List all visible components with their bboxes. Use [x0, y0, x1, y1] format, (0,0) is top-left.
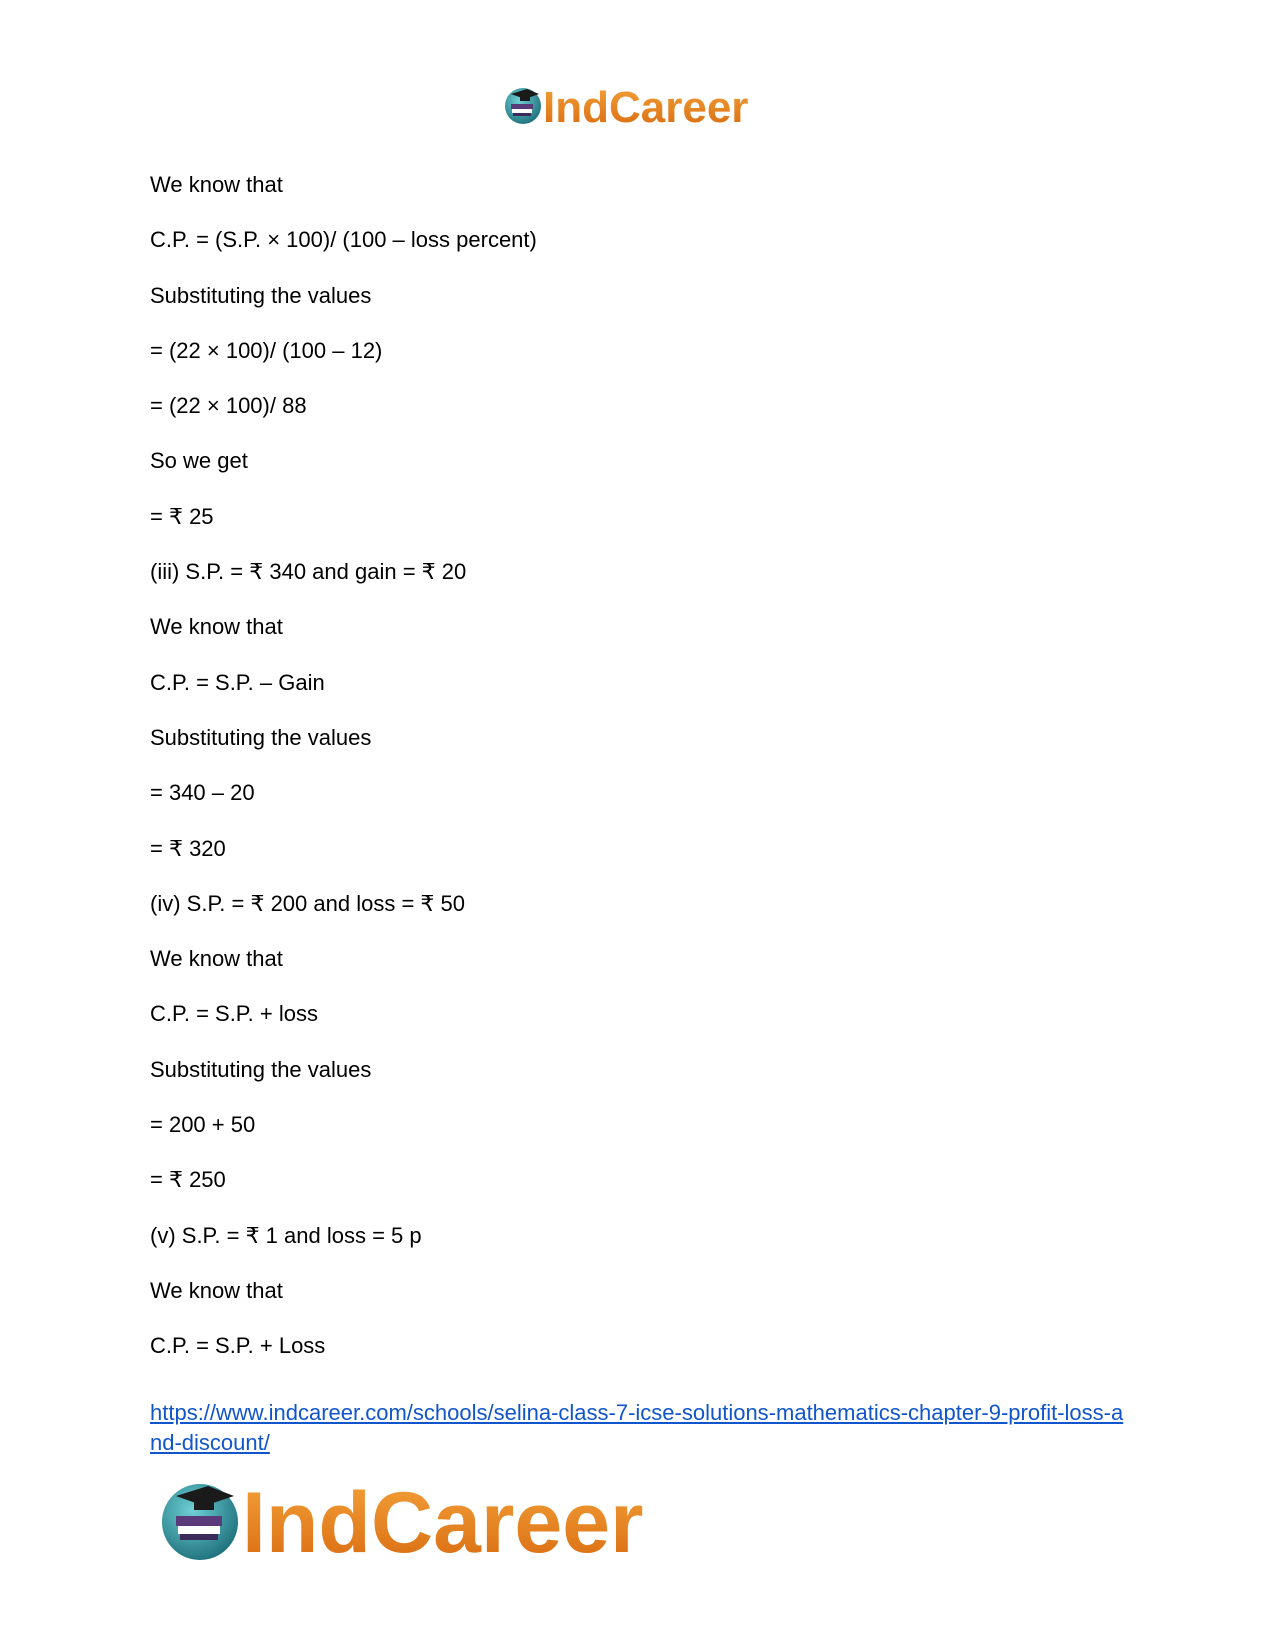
content-line: We know that	[150, 614, 283, 640]
content-line: = 200 + 50	[150, 1112, 256, 1138]
content-line: = ₹ 250	[150, 1167, 226, 1193]
content-line: (iv) S.P. = ₹ 200 and loss = ₹ 50	[150, 890, 465, 916]
content-line: = 340 – 20	[150, 780, 255, 806]
content-line: (v) S.P. = ₹ 1 and loss = 5 p	[150, 1222, 422, 1248]
svg-text:IndCareer: IndCareer	[242, 1475, 644, 1566]
source-link[interactable]: https://www.indcareer.com/schools/selina-class-7-icse-solutions-mathematics-chapter-9-profit-loss-and-discount/	[150, 1400, 1124, 1455]
indcareer-logo-icon	[160, 1470, 700, 1566]
content-line: Substituting the values	[150, 1056, 372, 1082]
content-line: = (22 × 100)/ (100 – 12)	[150, 337, 383, 363]
header-logo	[503, 80, 773, 130]
content-line: Substituting the values	[150, 282, 372, 308]
content-line: Substituting the values	[150, 724, 372, 750]
content-line: We know that	[150, 1277, 283, 1303]
content-line: We know that	[150, 172, 283, 197]
content-line: (iii) S.P. = ₹ 340 and gain = ₹ 20	[150, 559, 467, 585]
content-line: C.P. = (S.P. × 100)/ (100 – loss percent)	[150, 227, 537, 253]
content-line: C.P. = S.P. + loss	[150, 1001, 318, 1027]
indcareer-logo-icon	[503, 80, 773, 130]
svg-text:IndCareer: IndCareer	[543, 83, 749, 130]
content-line: We know that	[150, 946, 283, 972]
content-line: = ₹ 25	[150, 503, 214, 529]
content-line: = ₹ 320	[150, 835, 226, 861]
content-line: So we get	[150, 448, 248, 474]
content-line: C.P. = S.P. – Gain	[150, 669, 325, 695]
content-line: = (22 × 100)/ 88	[150, 393, 307, 419]
footer-logo	[160, 1470, 700, 1566]
document-body	[150, 172, 1130, 1389]
content-line: C.P. = S.P. + Loss	[150, 1333, 326, 1359]
